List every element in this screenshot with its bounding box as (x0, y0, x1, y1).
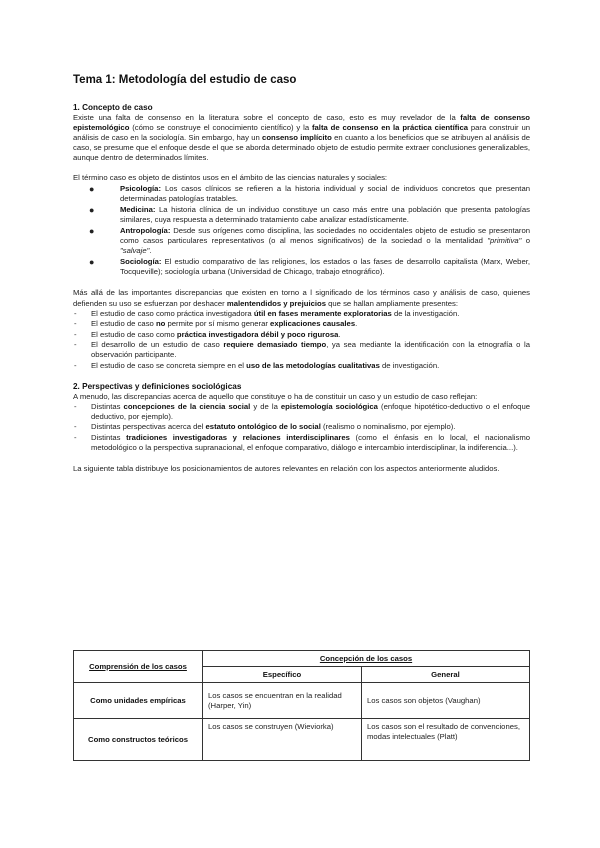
text-run: El estudio de caso como (91, 329, 177, 339)
text-run: o (521, 236, 530, 246)
list-item (73, 361, 530, 371)
disciplines-list (73, 184, 530, 278)
bullet-icon: ● (89, 183, 95, 194)
text-run: (como el énfasis en lo local, el nacionalismo metodológico o la perspectiva supranacional, el enfoque comparativo, diálogo e intercambio interdisciplinar, la indiferencia...). (91, 433, 531, 453)
bold-run: práctica investigadora débil y poco rigurosa (176, 329, 339, 339)
bold-run: Psicología: (120, 183, 162, 193)
text-run: El desarrollo de un estudio de caso (91, 340, 224, 350)
table-cell: Los casos son objetos (Vaughan) (362, 683, 530, 719)
italic-run: "primitiva" (487, 236, 522, 246)
bold-run: Sociología: (120, 257, 162, 267)
list-item (73, 257, 530, 277)
table-especifico-header: Específico (203, 667, 362, 683)
list-item (73, 226, 530, 256)
text-run: de investigación. (379, 361, 440, 371)
table-cell: Los casos se encuentran en la realidad (Harper, Yin) (203, 683, 362, 719)
text-run: El estudio de caso (91, 319, 156, 329)
text-run: . (149, 246, 152, 256)
dash-icon: - (74, 319, 77, 329)
table-cell: Los casos se construyen (Wieviorka) (203, 719, 362, 761)
list-item (73, 319, 530, 329)
section-1-heading: 1. Concepto de caso (73, 103, 153, 112)
text-run: El estudio comparativo de las religiones, los estados o las fases de desarrollo capitalista (Marx, Weber, Tocqueville); sociología urbana (Universidad de Chicago, trabajo etnográfico). (120, 257, 530, 277)
table-row (74, 651, 530, 667)
dash-icon: - (74, 433, 77, 443)
section-1-paragraph-1 (73, 113, 530, 163)
misconceptions-list (73, 309, 530, 372)
text-run: Los casos clínicos se refieren a la historia individual y social de individuos concretos que presentan determinadas patologías tratables. (120, 183, 530, 203)
section-2-paragraph-1: A menudo, las discrepancias acerca de aquello que constituye o ha de constituir un caso y un estudio de caso reflejan: (73, 391, 478, 401)
list-item (73, 433, 530, 453)
text-run: Desde sus orígenes como disciplina, las sociedades no occidentales objeto de estudio se presentaron como casos particulares representativos (o al menos significativos) de la sociedad o la mentalidad (120, 225, 530, 246)
discrepancies-list (73, 402, 530, 453)
dash-icon: - (74, 422, 77, 432)
text-run: Existe una falta de consenso en la literatura sobre el concepto de caso, esto es muy revelador de la (73, 113, 461, 122)
text-run: . (338, 329, 341, 339)
dash-icon: - (74, 329, 77, 339)
bullet-icon: ● (89, 204, 95, 215)
text-run: Distintas (91, 401, 124, 411)
text-run: que se hallan ampliamente presentes: (325, 298, 459, 308)
text-run: (realismo o nominalismo, por ejemplo). (320, 422, 456, 432)
text-run: El estudio de caso como práctica investigadora (91, 308, 254, 318)
section-1-paragraph-2: El término caso es objeto de distintos usos en el ámbito de las ciencias naturales y sociales: (73, 173, 388, 183)
bold-run: falta de consenso en la práctica científica (311, 123, 468, 133)
table-general-header: General (362, 667, 530, 683)
table-corner-header: Comprensión de los casos (74, 651, 203, 683)
bold-run: estatuto ontológico de lo social (205, 422, 321, 432)
text-run: , ya sea mediante la identificación con la etnografía o la observación participante. (91, 340, 530, 360)
dash-icon: - (74, 340, 77, 350)
text-run: permite por sí mismo generar (165, 319, 271, 329)
italic-run: "salvaje" (120, 246, 150, 256)
text-run: Distintas perspectivas acerca del (91, 422, 206, 432)
bold-run: no (155, 319, 166, 329)
bold-run: consenso implícito (262, 133, 332, 143)
bold-run: concepciones de la ciencia social (123, 401, 251, 411)
bold-run: útil en fases meramente exploratorias (253, 308, 392, 318)
section-1-paragraph-3 (73, 288, 530, 308)
bold-run: epistemología sociológica (280, 401, 378, 411)
table-cell: Los casos son el resultado de convenciones, modas intelectuales (Platt) (362, 719, 530, 761)
dash-icon: - (74, 401, 77, 411)
section-2-paragraph-2: La siguiente tabla distribuye los posicionamientos de autores relevantes en relación con los aspectos anteriormente aludidos. (73, 463, 500, 473)
bold-run: falta de consenso epistemológico (73, 113, 530, 133)
text-run: de la investigación. (391, 308, 460, 318)
list-item (73, 205, 530, 225)
positions-table (73, 650, 530, 761)
list-item (73, 340, 530, 360)
page-title: Tema 1: Metodología del estudio de caso (73, 74, 297, 86)
text-run: (cómo se construye el conocimiento científico) y la (129, 123, 312, 133)
text-run: para construir un análisis de caso en la sociología. Sin embargo, hay un (73, 123, 530, 143)
text-run: en cuanto a los beneficios que se atribuyen al análisis de caso, se presume que el enfoque desde el que se aborda determinado objeto de estudio permite extraer conclusiones generalizables, aunque dentro de determinados límites. (73, 133, 530, 163)
bold-run: Antropología: (120, 225, 171, 235)
text-run: . (355, 319, 358, 329)
bullet-icon: ● (89, 225, 95, 236)
list-item (73, 330, 530, 340)
bold-run: Medicina: (120, 204, 156, 214)
bold-run: uso de las metodologías cualitativas (246, 361, 380, 371)
dash-icon: - (74, 361, 77, 371)
table-row (74, 683, 530, 719)
section-2-heading: 2. Perspectivas y definiciones sociológicas (73, 381, 242, 391)
text-run: y de la (250, 401, 281, 411)
dash-icon: - (74, 308, 77, 318)
list-item (73, 309, 530, 319)
bullet-icon: ● (89, 257, 95, 268)
text-run: Distintas (91, 433, 127, 443)
bold-run: malentendidos y prejuicios (226, 298, 326, 308)
document-page (73, 74, 530, 474)
table-concepcion-header: Concepción de los casos (203, 651, 530, 667)
table-row (74, 719, 530, 761)
table-row-header: Como constructos teóricos (74, 719, 203, 761)
list-item (73, 402, 530, 422)
bold-run: tradiciones investigadoras y relaciones interdisciplinares (126, 433, 350, 443)
bold-run: explicaciones causales (270, 319, 356, 329)
text-run: (enfoque hipotético-deductivo o el enfoque deductivo, por ejemplo). (91, 401, 531, 421)
text-run: El estudio de caso se concreta siempre en el (91, 361, 247, 371)
list-item (73, 422, 530, 432)
table-row-header: Como unidades empíricas (74, 683, 203, 719)
text-run: Más allá de las importantes discrepancias que existen en torno a l significado de los términos caso y análisis de caso, quienes defienden su uso se esfuerzan por deshacer (73, 288, 530, 308)
text-run: La historia clínica de un individuo constituye un caso más entre una población que presenta patologías similares, cuya respuesta a determinado tratamiento cabe analizar estadísticamente. (120, 204, 530, 224)
list-item (73, 184, 530, 204)
bold-run: requiere demasiado tiempo (223, 340, 327, 350)
